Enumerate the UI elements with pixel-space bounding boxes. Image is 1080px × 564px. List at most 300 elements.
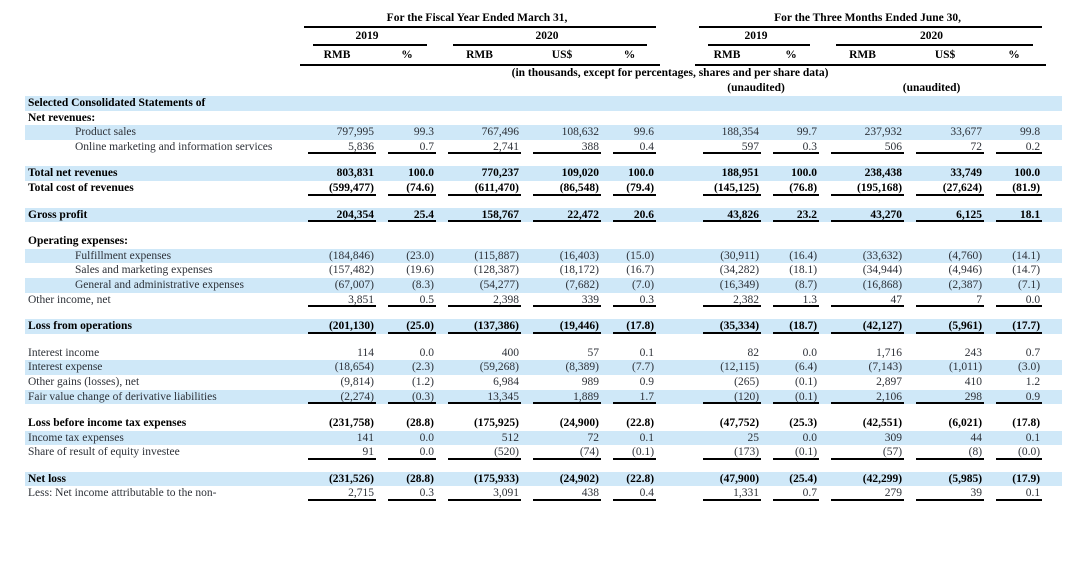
value-cell: 0.0 [380, 445, 440, 460]
value-cell: (35,334) [695, 319, 765, 334]
value-cell: (24,902) [525, 472, 605, 487]
value-cell: 1,889 [525, 390, 605, 405]
group-gap-cell [660, 181, 695, 196]
value-cell [988, 234, 1046, 249]
financial-statement-page [0, 4, 1080, 501]
value-cell [988, 96, 1046, 111]
value-cell [765, 234, 823, 249]
value-cell: 770,237 [440, 166, 525, 181]
group-gap-cell [660, 431, 695, 446]
value-cell: 797,995 [300, 125, 380, 140]
value-cell: (18.1) [789, 264, 818, 277]
value-cell: 597 [695, 140, 765, 155]
value-cell: (19,446) [525, 319, 605, 334]
value-cell: 33,677 [908, 125, 988, 140]
value-cell: (9,814) [340, 375, 374, 388]
value-cell: 0.5 [380, 293, 440, 308]
value-cell: 0.0 [765, 431, 823, 446]
value-cell: 204,354 [300, 208, 380, 223]
table-row [25, 472, 1062, 487]
value-cell: 100.0 [380, 166, 440, 181]
value-cell [525, 111, 605, 126]
value-cell: (12,115) [695, 360, 765, 375]
header-label-spacer [25, 65, 300, 81]
edge-cell [1046, 96, 1062, 111]
group-gap-cell [660, 208, 695, 223]
value-cell: (2.3) [380, 360, 440, 375]
col-header-pct: % [765, 46, 823, 65]
spacer-row [25, 222, 1062, 234]
group-gap [660, 81, 695, 96]
value-cell: 2,715 [300, 486, 380, 501]
value-cell [605, 234, 660, 249]
value-cell: (27,624) [908, 181, 988, 196]
row-label: Loss before income tax expenses [28, 417, 187, 430]
value-cell [823, 111, 908, 126]
value-cell: (24,900) [559, 417, 599, 430]
value-cell: 39 [908, 486, 988, 501]
value-cell: (34,944) [862, 264, 903, 277]
value-cell: (175,925) [473, 417, 519, 430]
edge-cell [1046, 416, 1062, 431]
value-cell: 6,125 [908, 208, 988, 223]
value-cell: 188,354 [695, 125, 765, 140]
value-cell: (6,021) [948, 417, 983, 430]
value-cell: 33,749 [908, 166, 988, 181]
value-cell: (0.3) [380, 390, 440, 405]
value-cell: (17.8) [1012, 417, 1041, 430]
value-cell: (81.9) [988, 181, 1046, 196]
value-cell: 82 [747, 346, 760, 359]
value-cell: (76.8) [765, 181, 823, 196]
value-cell: 0.0 [380, 431, 440, 446]
row-label: Total net revenues [25, 166, 300, 181]
value-cell: 0.1 [988, 431, 1046, 446]
group-gap-cell [660, 346, 695, 361]
header-label-spacer [25, 4, 300, 28]
value-cell [695, 111, 765, 126]
group-gap-cell [660, 375, 695, 390]
value-cell: 43,826 [695, 208, 765, 223]
value-cell [380, 234, 440, 249]
group-gap-cell [660, 249, 695, 264]
unaudited-label-3m2020: (unaudited) [902, 82, 961, 95]
table-row [25, 416, 1062, 431]
table-row [25, 140, 1062, 155]
value-cell: 388 [525, 140, 605, 155]
value-cell: (0.1) [765, 390, 823, 405]
row-label: Selected Consolidated Statements of [25, 96, 300, 111]
table-row [25, 319, 1062, 334]
value-cell: 243 [964, 346, 983, 359]
value-cell: 18.1 [988, 208, 1046, 223]
table-row [25, 249, 1062, 264]
value-cell: (5,985) [908, 472, 988, 487]
value-cell: (47,752) [719, 417, 760, 430]
value-cell: 188,951 [695, 166, 765, 181]
table-row [25, 293, 1062, 308]
value-cell: (8) [908, 445, 988, 460]
value-cell: 100.0 [988, 166, 1046, 181]
spacer-row [25, 154, 1062, 166]
value-cell: 43,270 [823, 208, 908, 223]
value-cell [988, 111, 1046, 126]
table-row [25, 263, 1062, 278]
row-label: Online marketing and information services [75, 140, 273, 153]
group-gap-cell [660, 472, 695, 487]
value-cell: 47 [823, 293, 908, 308]
edge-cell [1046, 140, 1062, 155]
value-cell: (22.8) [626, 417, 655, 430]
units-note: (in thousands, except for percentages, shares and per share data) [511, 67, 829, 80]
edge-spacer [1046, 28, 1062, 46]
value-cell: (137,386) [440, 319, 525, 334]
table-row [25, 181, 1062, 196]
spacer-cell [25, 222, 1062, 234]
spacer-cell [25, 404, 1062, 416]
edge-cell [1046, 375, 1062, 390]
value-cell: (1,011) [908, 360, 988, 375]
row-label: Loss from operations [25, 319, 300, 334]
spacer-row [25, 196, 1062, 208]
value-cell: (47,900) [695, 472, 765, 487]
value-cell: (19.6) [406, 264, 434, 277]
header-period-row [25, 4, 1062, 28]
table-row [25, 445, 1062, 460]
value-cell: (4,946) [948, 264, 983, 277]
value-cell: (79.4) [605, 181, 660, 196]
three-months-group-header: For the Three Months Ended June 30, [695, 4, 1046, 28]
value-cell: (16.4) [765, 249, 823, 264]
col-header-rmb: RMB [695, 46, 765, 65]
value-cell: 20.6 [605, 208, 660, 223]
year-header-3m2020: 2020 [823, 28, 1046, 46]
row-label: Net revenues: [28, 111, 96, 124]
row-label: General and administrative expenses [25, 278, 300, 293]
spacer-cell [25, 154, 1062, 166]
row-label: Operating expenses: [28, 235, 128, 248]
edge-cell [1046, 263, 1062, 278]
value-cell: (8,389) [525, 360, 605, 375]
spacer-cell [25, 460, 1062, 472]
group-gap-cell [660, 486, 695, 501]
value-cell: (25.0) [380, 319, 440, 334]
edge-cell [1046, 208, 1062, 223]
value-cell: (57) [823, 445, 908, 460]
value-cell: (128,387) [473, 264, 519, 277]
value-cell [300, 234, 380, 249]
value-cell: (2,387) [908, 278, 988, 293]
value-cell: 0.0 [802, 346, 818, 359]
value-cell: (18.7) [765, 319, 823, 334]
value-cell: (8.3) [380, 278, 440, 293]
value-cell: 91 [300, 445, 380, 460]
value-cell: (18,654) [300, 360, 380, 375]
value-cell [440, 96, 525, 111]
value-cell: 72 [908, 140, 988, 155]
value-cell: (25.4) [765, 472, 823, 487]
value-cell: (16.7) [626, 264, 655, 277]
row-label: Interest expense [25, 360, 300, 375]
group-gap-cell [660, 140, 695, 155]
group-gap-cell [660, 263, 695, 278]
value-cell: (0.0) [988, 445, 1046, 460]
value-cell [765, 96, 823, 111]
value-cell: 0.9 [639, 375, 655, 388]
header-currency-row [25, 46, 1062, 65]
value-cell: 99.3 [380, 125, 440, 140]
value-cell: 506 [823, 140, 908, 155]
group-gap-cell [660, 416, 695, 431]
value-cell [380, 96, 440, 111]
edge-cell [1046, 472, 1062, 487]
value-cell: 23.2 [765, 208, 823, 223]
value-cell: 803,831 [300, 166, 380, 181]
value-cell: 0.1 [639, 346, 655, 359]
value-cell: (54,277) [440, 278, 525, 293]
edge-cell [1046, 166, 1062, 181]
value-cell: 108,632 [525, 125, 605, 140]
group-gap [660, 46, 695, 65]
value-cell: (28.8) [406, 417, 434, 430]
value-cell: 2,382 [695, 293, 765, 308]
group-gap-cell [660, 390, 695, 405]
fiscal-year-group-header: For the Fiscal Year Ended March 31, [300, 4, 660, 28]
value-cell: 0.0 [419, 346, 434, 359]
edge-cell [1046, 278, 1062, 293]
row-label: Sales and marketing expenses [75, 264, 213, 277]
value-cell: (42,551) [862, 417, 903, 430]
value-cell: (17.8) [605, 319, 660, 334]
header-note-row [25, 65, 1062, 81]
table-row [25, 166, 1062, 181]
value-cell: 298 [908, 390, 988, 405]
value-cell: 2,741 [440, 140, 525, 155]
value-cell: (25.3) [789, 417, 818, 430]
value-cell: (0.1) [795, 375, 818, 388]
edge-cell [1046, 360, 1062, 375]
value-cell: (231,526) [300, 472, 380, 487]
header-year-row [25, 28, 1062, 46]
value-cell [440, 234, 525, 249]
value-cell: (22.8) [605, 472, 660, 487]
value-cell: (15.0) [605, 249, 660, 264]
value-cell: 3,091 [440, 486, 525, 501]
value-cell: 0.1 [605, 431, 660, 446]
value-cell: (42,299) [823, 472, 908, 487]
spacer-row [25, 404, 1062, 416]
value-cell: 1.2 [1025, 375, 1041, 388]
value-cell [300, 111, 380, 126]
value-cell: (74.6) [380, 181, 440, 196]
row-label: Income tax expenses [25, 431, 300, 446]
group-gap-cell [660, 278, 695, 293]
year-header-fy2020: 2020 [440, 28, 660, 46]
value-cell: 109,020 [525, 166, 605, 181]
value-cell: (7,143) [823, 360, 908, 375]
value-cell: (611,470) [440, 181, 525, 196]
edge-spacer [1046, 4, 1062, 28]
table-row [25, 346, 1062, 361]
value-cell: (42,127) [823, 319, 908, 334]
value-cell: 57 [587, 346, 599, 359]
value-cell: 1,716 [876, 346, 903, 359]
table-row [25, 360, 1062, 375]
value-cell [605, 111, 660, 126]
edge-spacer [1046, 65, 1062, 81]
value-cell: 0.9 [988, 390, 1046, 405]
value-cell [908, 234, 988, 249]
value-cell: (74) [525, 445, 605, 460]
group-gap-cell [660, 125, 695, 140]
value-cell: (1.2) [411, 375, 434, 388]
value-cell: 0.7 [765, 486, 823, 501]
value-cell: (67,007) [300, 278, 380, 293]
year-header-3m2019: 2019 [695, 28, 823, 46]
value-cell: 767,496 [440, 125, 525, 140]
value-cell [823, 234, 908, 249]
value-cell: 99.8 [988, 125, 1046, 140]
group-gap [660, 28, 695, 46]
value-cell: 0.0 [988, 293, 1046, 308]
value-cell: 512 [440, 431, 525, 446]
edge-cell [1046, 234, 1062, 249]
table-row [25, 390, 1062, 405]
value-cell: 6,984 [493, 375, 519, 388]
table-row [25, 431, 1062, 446]
value-cell: (599,477) [300, 181, 380, 196]
value-cell: (0.1) [605, 445, 660, 460]
value-cell: (86,548) [525, 181, 605, 196]
value-cell: 238,438 [823, 166, 908, 181]
value-cell: (14.1) [988, 249, 1046, 264]
row-label: Other income, net [28, 293, 111, 306]
value-cell: 237,932 [823, 125, 908, 140]
value-cell: (145,125) [695, 181, 765, 196]
row-label: Interest income [28, 346, 100, 359]
value-cell: 279 [823, 486, 908, 501]
value-cell: (3.0) [988, 360, 1046, 375]
value-cell: 0.1 [988, 486, 1046, 501]
value-cell: 2,897 [876, 375, 903, 388]
table-row [25, 111, 1062, 126]
value-cell: (30,911) [695, 249, 765, 264]
value-cell [605, 96, 660, 111]
col-header-usd: US$ [525, 46, 605, 65]
value-cell [300, 96, 380, 111]
header-label-spacer [25, 28, 300, 46]
spacer-cell [25, 334, 1062, 346]
value-cell: (23.0) [380, 249, 440, 264]
value-cell: (2,274) [300, 390, 380, 405]
value-cell: 72 [525, 431, 605, 446]
value-cell: 158,767 [440, 208, 525, 223]
value-cell: (17.7) [988, 319, 1046, 334]
col-header-rmb: RMB [823, 46, 908, 65]
value-cell [525, 96, 605, 111]
row-label: Gross profit [25, 208, 300, 223]
edge-cell [1046, 293, 1062, 308]
value-cell: (231,758) [328, 417, 374, 430]
value-cell: 1.3 [765, 293, 823, 308]
value-cell [765, 111, 823, 126]
value-cell: (28.8) [380, 472, 440, 487]
value-cell: 25.4 [380, 208, 440, 223]
edge-cell [1046, 445, 1062, 460]
statements-of-operations-table [25, 4, 1062, 501]
group-gap-cell [660, 319, 695, 334]
group-gap-cell [660, 234, 695, 249]
group-gap-cell [660, 111, 695, 126]
spacer-row [25, 460, 1062, 472]
value-cell: (59,268) [440, 360, 525, 375]
value-cell: 44 [908, 431, 988, 446]
value-cell: 141 [300, 431, 380, 446]
value-cell: 0.7 [380, 140, 440, 155]
value-cell: (4,760) [908, 249, 988, 264]
value-cell: (7.7) [605, 360, 660, 375]
col-header-pct: % [988, 46, 1046, 65]
col-header-usd: US$ [908, 46, 988, 65]
value-cell: 400 [501, 346, 519, 359]
col-header-pct: % [380, 46, 440, 65]
group-gap [660, 4, 695, 28]
edge-cell [1046, 319, 1062, 334]
spacer-row [25, 334, 1062, 346]
edge-cell [1046, 125, 1062, 140]
value-cell [525, 234, 605, 249]
value-cell: (175,933) [440, 472, 525, 487]
value-cell: (120) [695, 390, 765, 405]
edge-cell [1046, 181, 1062, 196]
value-cell: 0.4 [605, 486, 660, 501]
value-cell: 3,851 [300, 293, 380, 308]
year-header-fy2019: 2019 [300, 28, 440, 46]
value-cell: (7.0) [605, 278, 660, 293]
value-cell: (16,868) [823, 278, 908, 293]
value-cell: 0.3 [605, 293, 660, 308]
value-cell: 100.0 [765, 166, 823, 181]
value-cell: 989 [581, 375, 599, 388]
row-label: Less: Net income attributable to the non- [28, 487, 217, 500]
value-cell [908, 96, 988, 111]
edge-spacer [1046, 46, 1062, 65]
value-cell: (184,846) [300, 249, 380, 264]
value-cell [823, 96, 908, 111]
row-label: Other gains (losses), net [28, 375, 140, 388]
table-row [25, 486, 1062, 501]
edge-cell [1046, 486, 1062, 501]
spacer-cell [25, 196, 1062, 208]
edge-spacer [1046, 81, 1062, 96]
value-cell: 410 [964, 375, 983, 388]
value-cell: 309 [823, 431, 908, 446]
value-cell [695, 234, 765, 249]
value-cell: 339 [525, 293, 605, 308]
value-cell: 1.7 [605, 390, 660, 405]
value-cell: (195,168) [823, 181, 908, 196]
table-row [25, 208, 1062, 223]
value-cell: 0.7 [1025, 346, 1041, 359]
header-unaudited-row [25, 81, 1062, 96]
value-cell: (17.9) [988, 472, 1046, 487]
value-cell: 99.7 [765, 125, 823, 140]
value-cell: 1,331 [695, 486, 765, 501]
value-cell: 2,398 [440, 293, 525, 308]
value-cell: (157,482) [328, 264, 374, 277]
col-header-rmb: RMB [440, 46, 525, 65]
row-label: Product sales [25, 125, 300, 140]
